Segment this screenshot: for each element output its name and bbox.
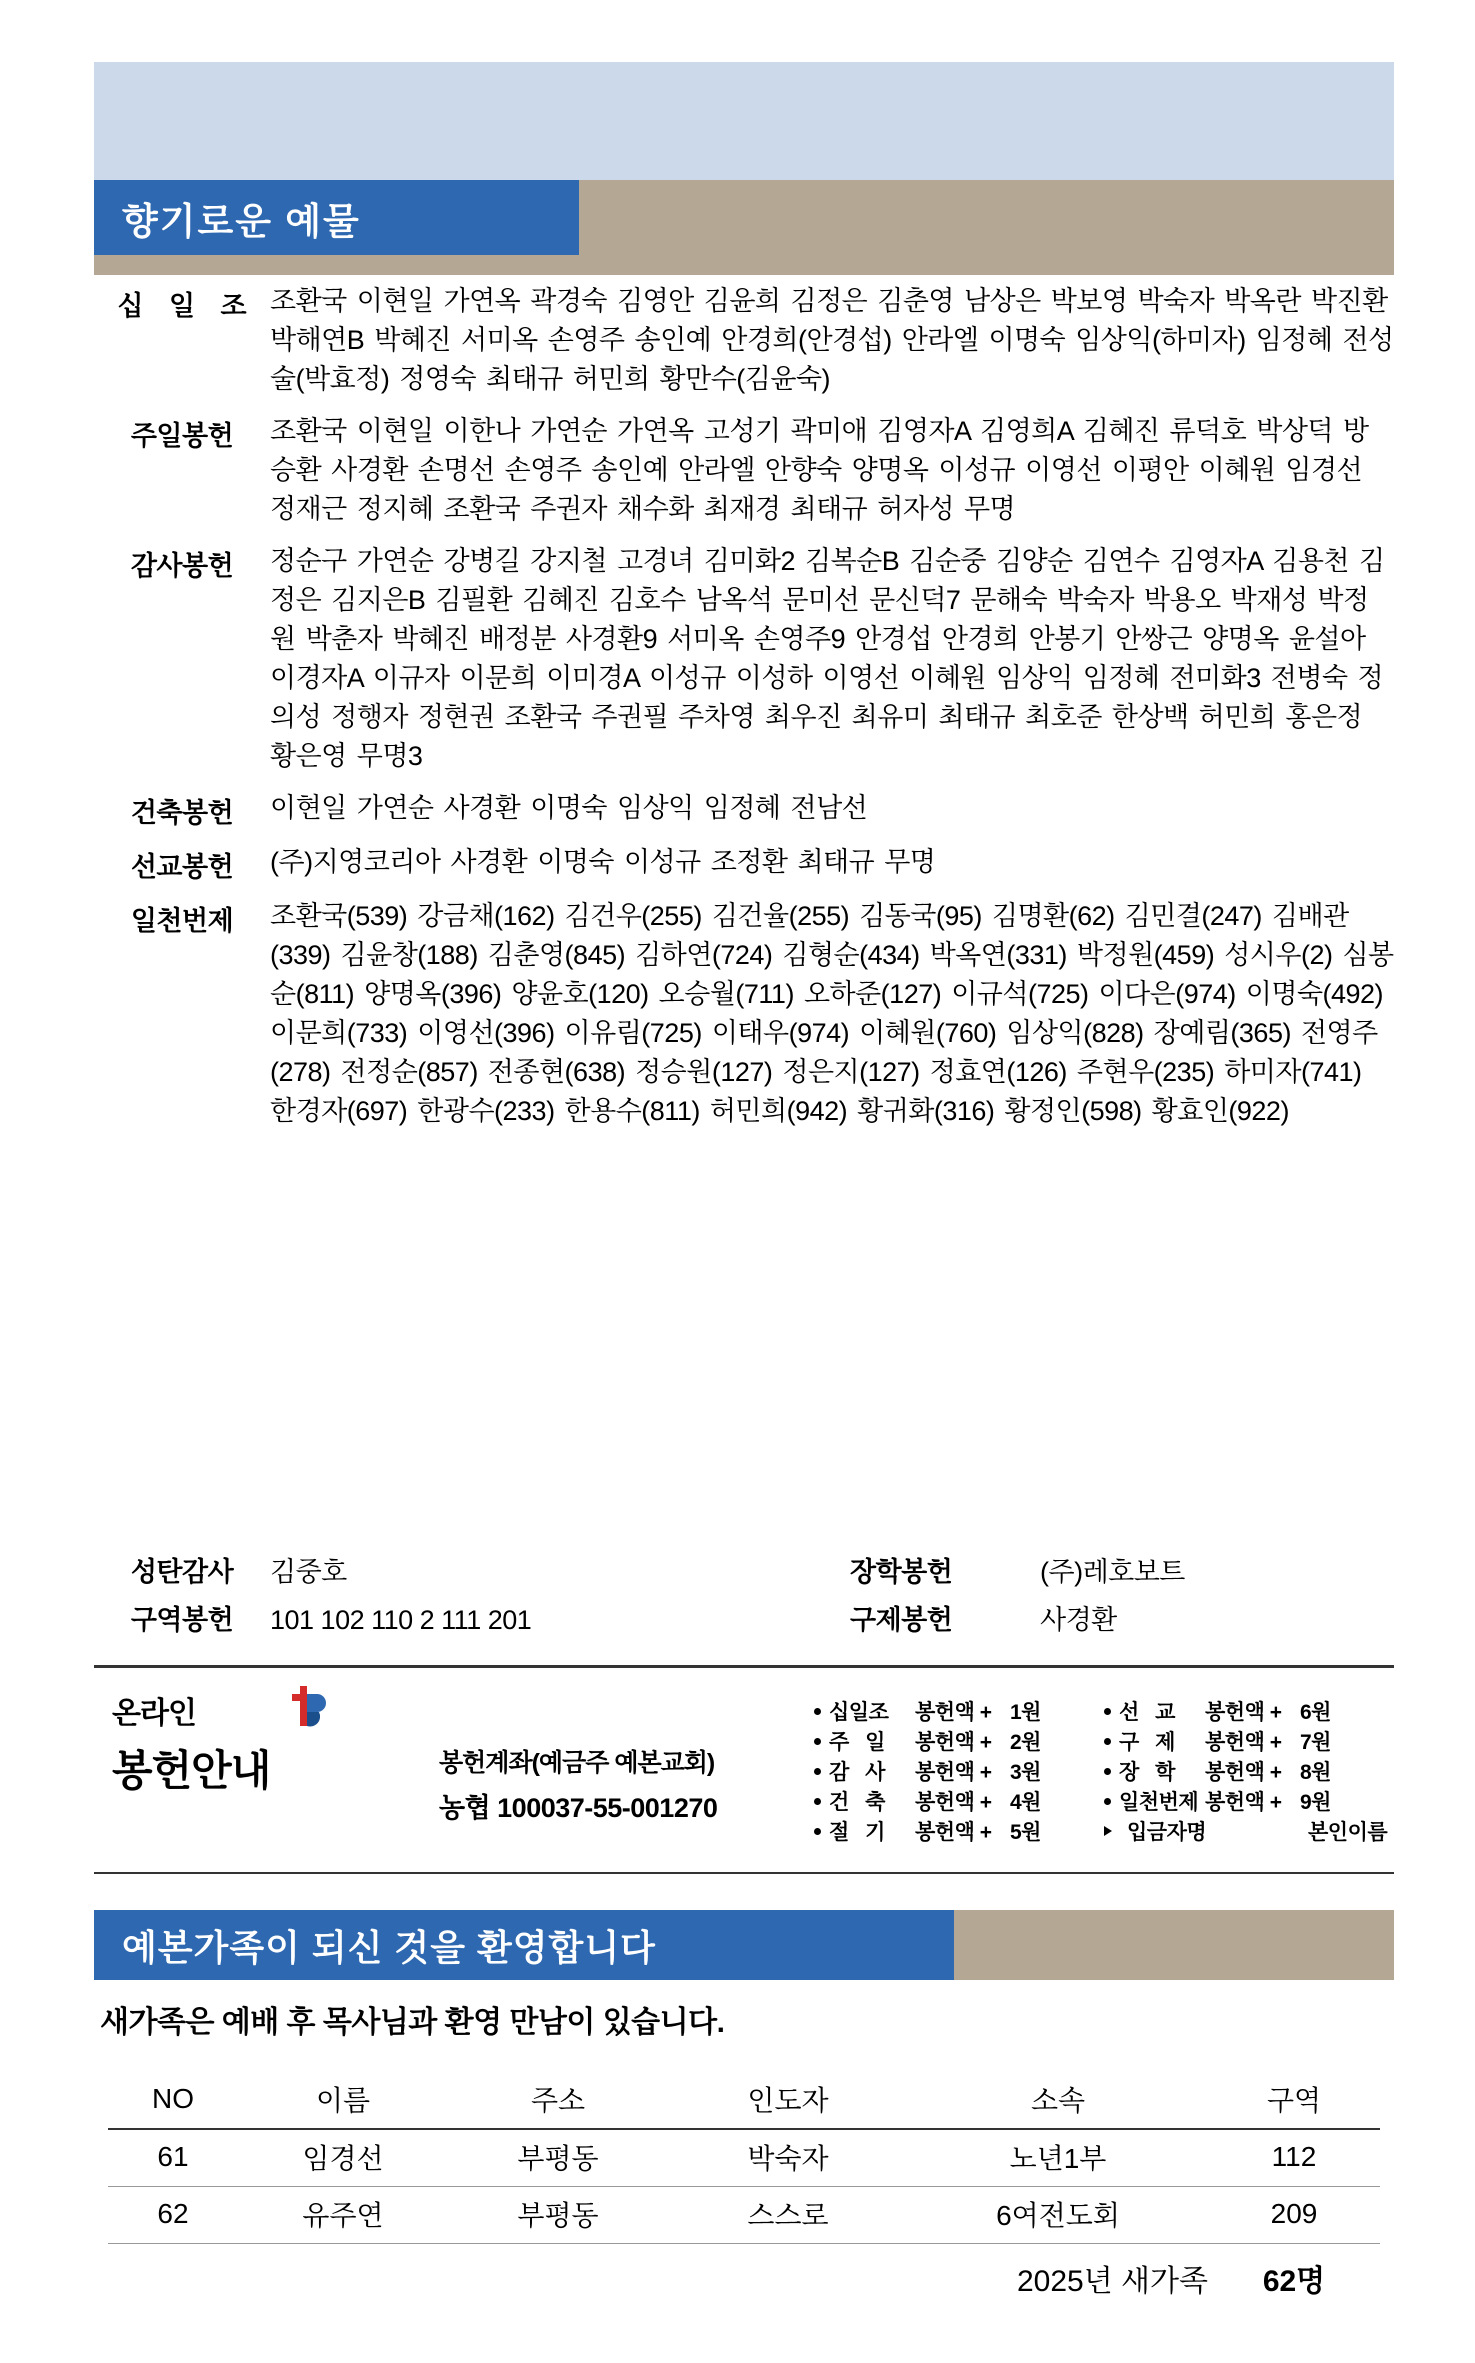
offering-list [94,282,1394,1144]
cell-no: 62 [108,2187,238,2244]
offering-code-amount: 8원 [1300,1761,1331,1784]
offering-code-name: 입금자명 [1127,1821,1207,1844]
offering-row-label: 건축봉헌 [130,798,234,828]
offering-code-line [814,1816,1394,1846]
cell-no: 61 [108,2129,238,2187]
offering-row-label: 선교봉헌 [130,852,234,882]
total-label: 2025년 새가족 [1017,2265,1208,2298]
offering-row [94,282,1394,399]
offering-code-line [814,1696,1394,1726]
offering-row-names: (주)지영코리아 사경환 이명숙 이성규 조정환 최태규 무명 [270,847,936,877]
offering-pair-value-right: (주)레호보트 [1040,1557,1185,1587]
section-divider-top [94,1665,1394,1668]
offering-code-right [1104,1696,1394,1726]
online-giving-box [94,1678,1394,1888]
offering-row-label: 일천번제 [130,906,234,936]
cell-inviter: 박숙자 [668,2129,908,2187]
column-header-inviter: 인도자 [668,2072,908,2129]
table-row [108,2129,1380,2187]
offering-code-name: 십일조 [829,1701,889,1724]
column-header-no: NO [108,2072,238,2129]
cell-name: 유주연 [238,2187,448,2244]
bullet-icon [1104,1708,1111,1715]
offering-code-name: 장 학 [1119,1761,1181,1784]
offering-row [94,542,1394,776]
offering-row [94,412,1394,529]
offering-code-name: 건 축 [829,1791,891,1814]
offering-code-left [814,1786,1104,1816]
offering-code-mid: 봉헌액 + [915,1701,992,1724]
offering-pair-value-right: 사경환 [1040,1605,1117,1635]
bullet-icon [814,1828,821,1835]
offering-code-line [814,1786,1394,1816]
cross-icon [280,1682,332,1730]
offering-row-names: 이현일 가연순 사경환 이명숙 임상익 임정혜 전남선 [270,793,868,823]
offering-code-amount: 6원 [1300,1701,1331,1724]
column-header-district: 구역 [1208,2072,1380,2129]
column-header-name: 이름 [238,2072,448,2129]
offering-code-left [814,1726,1104,1756]
offering-pair-list [94,1550,1394,1646]
table-row [108,2187,1380,2244]
online-label: 온라인 [112,1697,196,1730]
offering-row-label: 주일봉헌 [130,421,234,451]
cell-address: 부평동 [448,2129,668,2187]
offering-code-mid: 봉헌액 + [1205,1731,1282,1754]
offering-code-mid: 봉헌액 + [1205,1701,1282,1724]
offering-code-name: 선 교 [1119,1701,1181,1724]
offering-code-left [814,1816,1104,1846]
offering-row-names: 조환국 이현일 가연옥 곽경숙 김영안 김윤희 김정은 김춘영 남상은 박보영 박숙자 박옥란 박진환 박해연B 박혜진 서미옥 손영주 송인예 안경희(안경섭) 안라엘 이명숙 임상익(하미자) 임정혜 전성술(박효정) 정영숙 최태규 허민희 황만수(김윤숙) [270,286,1394,394]
column-header-group: 소속 [908,2072,1208,2129]
new-family-table [108,2072,1380,2309]
cell-group: 노년1부 [908,2129,1208,2187]
offering-code-left [814,1756,1104,1786]
offering-code-mid: 봉헌액 + [915,1821,992,1844]
arrow-right-icon [1104,1826,1120,1836]
total-count: 62명 [1262,2265,1326,2298]
offering-pair-label-left: 성탄감사 [130,1557,234,1587]
offering-row-names: 조환국(539) 강금채(162) 김건우(255) 김건율(255) 김동국(95) 김명환(62) 김민결(247) 김배관(339) 김윤창(188) 김춘영(845) 김하연(724) 김형순(434) 박옥연(331) 박정원(459) 성시우(2) 심봉순(811) 양명옥(396) 양윤호(120) 오승월(711) 오하준(127) 이규석(725) 이다은(974) 이명숙(492) 이문희(733) 이영선(396) 이유림(725) 이태우(974) 이혜원(760) 임상익(828) 장예림(365) 전영주(278) 전정순(857) 전종현(638) 정승원(127) 정은지(127) 정효연(126) 주현우(235) 하미자(741) 한경자(697) 한광수(233) 한용수(811) 허민희(942) 황귀화(316) 황정인(598) 황효인(922) [270,901,1394,1126]
offering-code-left [814,1696,1104,1726]
offering-code-table [814,1696,1394,1846]
offering-pair-value-left: 101 102 110 2 111 201 [270,1605,532,1635]
section-divider-bottom [94,1872,1394,1874]
offering-row [94,843,1394,884]
account-number: 농협 100037-55-001270 [439,1793,718,1823]
offering-code-mid: 봉헌액 + [915,1761,992,1784]
offering-pair-label-right: 장학봉헌 [850,1557,953,1587]
offering-code-mid: 봉헌액 + [915,1791,992,1814]
offering-code-mid: 봉헌액 + [915,1731,992,1754]
offering-code-right [1104,1786,1394,1816]
bullet-icon [814,1708,821,1715]
offering-section-title [94,180,579,255]
cell-district: 209 [1208,2187,1380,2244]
offering-row-names: 정순구 가연순 강병길 강지철 고경녀 김미화2 김복순B 김순중 김양순 김연수 김영자A 김용천 김정은 김지은B 김필환 김혜진 김호수 남옥석 문미선 문신덕7 문해숙 박숙자 박용오 박재성 박정원 박춘자 박혜진 배정분 사경환9 서미옥 손영주9 안경섭 안경희 안봉기 안쌍근 양명옥 윤설아 이경자A 이규자 이문희 이미경A 이성규 이성하 이영선 이혜원 임상익 임정혜 전미화3 전병숙 정의성 정행자 정현권 조환국 주권필 주차영 최우진 최유미 최태규 최호준 한상백 허민희 홍은정 황은영 무명3 [270,546,1385,771]
bullet-icon [1104,1768,1111,1775]
offering-code-amount: 2원 [1010,1731,1041,1754]
offering-row-names: 조환국 이현일 이한나 가연순 가연옥 고성기 곽미애 김영자A 김영희A 김혜진 류덕호 박상덕 방승환 사경환 손명선 손영주 송인예 안라엘 안향숙 양명옥 이성규 이영선 이평안 이혜원 임경선 정재근 정지혜 조환국 주권자 채수화 최재경 최태규 허자성 무명 [270,416,1369,524]
offering-row [94,897,1394,1131]
offering-pair-label-left: 구역봉헌 [130,1605,234,1635]
table-total-row [108,2244,1380,2310]
welcome-banner [94,1910,954,1980]
bullet-icon [1104,1738,1111,1745]
account-info [439,1743,839,1825]
offering-row-label: 십 일 조 [117,291,256,321]
welcome-subtitle: 새가족은 예배 후 목사님과 환영 만남이 있습니다. [100,2006,725,2039]
offering-code-name: 감 사 [829,1761,891,1784]
offering-code-amount: 본인이름 [1308,1821,1388,1844]
offering-code-amount: 3원 [1010,1761,1041,1784]
offering-pair-value-left: 김중호 [270,1557,347,1587]
offering-code-amount: 9원 [1300,1791,1331,1814]
offering-code-mid: 봉헌액 + [1205,1761,1282,1784]
offering-code-name: 주 일 [829,1731,891,1754]
offering-code-amount: 7원 [1300,1731,1331,1754]
online-giving-heading [112,1688,342,1798]
offering-row-label: 감사봉헌 [130,551,234,581]
welcome-banner-label: 예본가족이 되신 것을 환영합니다 [122,1926,656,1968]
offering-section-title-label: 향기로운 예물 [122,200,361,242]
offering-pair-row [94,1550,1394,1589]
offering-code-amount: 1원 [1010,1701,1041,1724]
table-header-row [108,2072,1380,2129]
offering-code-name: 일천번제 [1119,1791,1199,1814]
offering-code-line [814,1726,1394,1756]
cell-name: 임경선 [238,2129,448,2187]
offering-code-right [1104,1756,1394,1786]
offering-code-amount: 5원 [1010,1821,1041,1844]
offering-code-name: 절 기 [829,1821,891,1844]
bullet-icon [814,1738,821,1745]
cell-group: 6여전도회 [908,2187,1208,2244]
offering-code-line [814,1756,1394,1786]
top-light-blue-band [94,62,1394,180]
bullet-icon [814,1798,821,1805]
offering-code-mid: 봉헌액 + [1205,1791,1282,1814]
cell-district: 112 [1208,2129,1380,2187]
offering-pair-row [94,1598,1394,1637]
cell-inviter: 스스로 [668,2187,908,2244]
offering-code-name: 구 제 [1119,1731,1181,1754]
offering-code-right [1104,1816,1394,1846]
account-label: 봉헌계좌(예금주 예본교회) [439,1749,715,1777]
offering-pair-label-right: 구제봉헌 [850,1605,953,1635]
online-giving-title: 봉헌안내 [112,1747,271,1794]
offering-code-right [1104,1726,1394,1756]
bullet-icon [1104,1798,1111,1805]
column-header-address: 주소 [448,2072,668,2129]
bullet-icon [814,1768,821,1775]
cell-address: 부평동 [448,2187,668,2244]
offering-code-amount: 4원 [1010,1791,1041,1814]
offering-row [94,789,1394,830]
